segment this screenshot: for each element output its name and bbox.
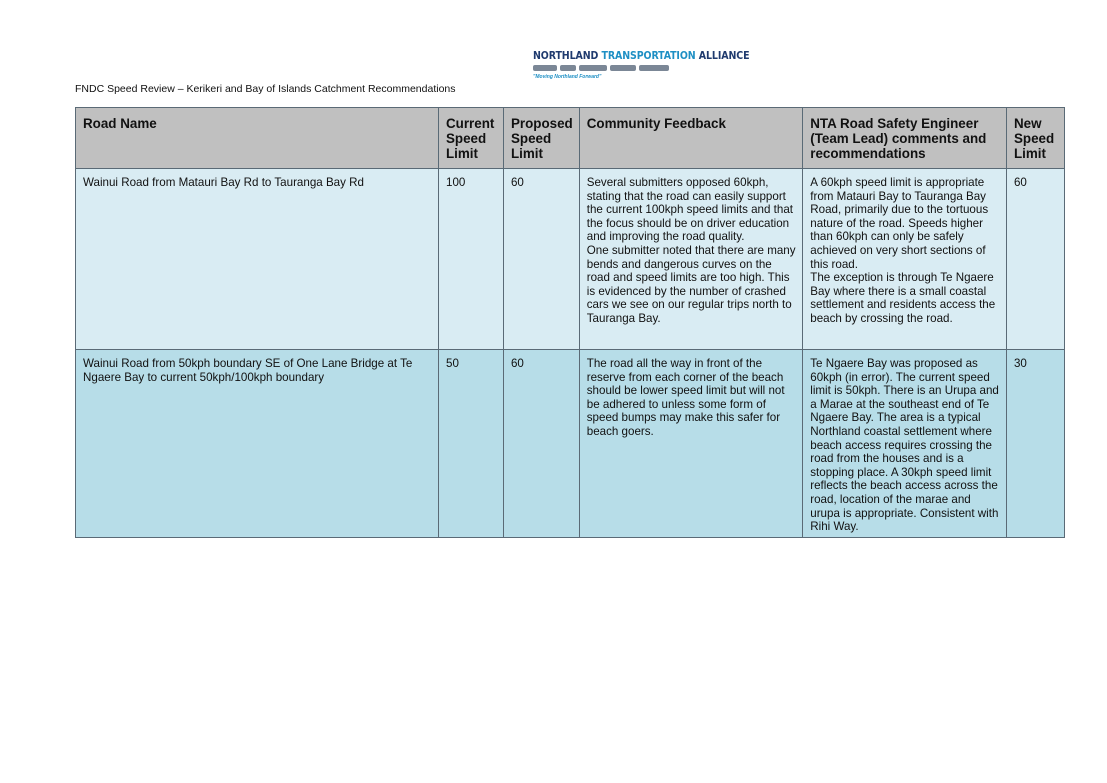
document-title: FNDC Speed Review – Kerikeri and Bay of Islands Catchment Recommendations bbox=[75, 83, 456, 95]
logo-title: NORTHLAND TRANSPORTATION ALLIANCE bbox=[533, 50, 750, 62]
engineer-comments-cell bbox=[803, 350, 1007, 538]
partner-logo-icon bbox=[639, 65, 669, 71]
new-speed-cell: 60 bbox=[1006, 169, 1064, 350]
partner-logo-icon bbox=[560, 65, 576, 71]
column-header-community-feedback: Community Feedback bbox=[579, 108, 803, 169]
proposed-speed-cell: 60 bbox=[503, 169, 579, 350]
column-header-current-speed: Current Speed Limit bbox=[439, 108, 504, 169]
engineer-comments-cell bbox=[803, 169, 1007, 350]
column-header-new-speed: New Speed Limit bbox=[1006, 108, 1064, 169]
partner-logo-icon bbox=[610, 65, 636, 71]
table-row bbox=[76, 350, 1065, 538]
column-header-proposed-speed: Proposed Speed Limit bbox=[503, 108, 579, 169]
feedback-paragraph: Several submitters opposed 60kph, stating that the road can easily support the current 100kph speed limits and that the focus should be on driver education and improving the road quality. bbox=[586, 176, 793, 244]
column-header-engineer-comments: NTA Road Safety Engineer (Team Lead) comments and recommendations bbox=[803, 108, 1007, 169]
current-speed-cell: 50 bbox=[439, 350, 504, 538]
road-name-cell: Wainui Road from 50kph boundary SE of One Lane Bridge at Te Ngaere Bay to current 50kph/100kph boundary bbox=[76, 350, 439, 538]
community-feedback-cell bbox=[579, 169, 803, 350]
comment-paragraph: A 60kph speed limit is appropriate from Matauri Bay to Tauranga Bay Road, primarily due to the tortuous nature of the road. Speeds higher than 60kph can only be safely achieved on very short sections of this road. bbox=[810, 176, 989, 271]
current-speed-cell: 100 bbox=[439, 169, 504, 350]
partner-logo-icon bbox=[579, 65, 607, 71]
table-row bbox=[76, 169, 1065, 350]
comment-paragraph: The exception is through Te Ngaere Bay where there is a small coastal settlement and residents access the beach by crossing the road. bbox=[810, 271, 996, 325]
table-header-row bbox=[76, 108, 1065, 169]
road-name-cell: Wainui Road from Matauri Bay Rd to Tauranga Bay Rd bbox=[76, 169, 439, 350]
feedback-paragraph: One submitter noted that there are many bends and dangerous curves on the road and speed limits are too high. This is evidenced by the number of crashed cars we see on our regular trips north to Tauranga Bay. bbox=[586, 243, 796, 325]
proposed-speed-cell: 60 bbox=[503, 350, 579, 538]
new-speed-cell: 30 bbox=[1006, 350, 1064, 538]
comment-paragraph: Te Ngaere Bay was proposed as 60kph (in error). The current speed limit is 50kph. There is an Urupa and a Marae at the southeast end of Te Ngaere Bay. The area is a typical Northland coastal settlement where beach access requires crossing the road from the houses and is a stopping place. A 30kph speed limit reflects the beach access across the road, location of the marae and urupa is appropriate. Consistent with Rihi Way. bbox=[810, 357, 999, 534]
column-header-road-name: Road Name bbox=[76, 108, 439, 169]
nta-logo bbox=[533, 50, 750, 82]
partner-logo-icon bbox=[533, 65, 557, 71]
community-feedback-cell bbox=[579, 350, 803, 538]
logo-tagline: "Moving Northland Forward" bbox=[533, 74, 602, 80]
speed-review-table bbox=[75, 107, 1065, 538]
feedback-paragraph: The road all the way in front of the reserve from each corner of the beach should be lower speed limit but will not be adhered to unless some form of speed bumps may make this safer for beach goers. bbox=[586, 357, 785, 438]
partner-logos-strip bbox=[533, 63, 701, 73]
